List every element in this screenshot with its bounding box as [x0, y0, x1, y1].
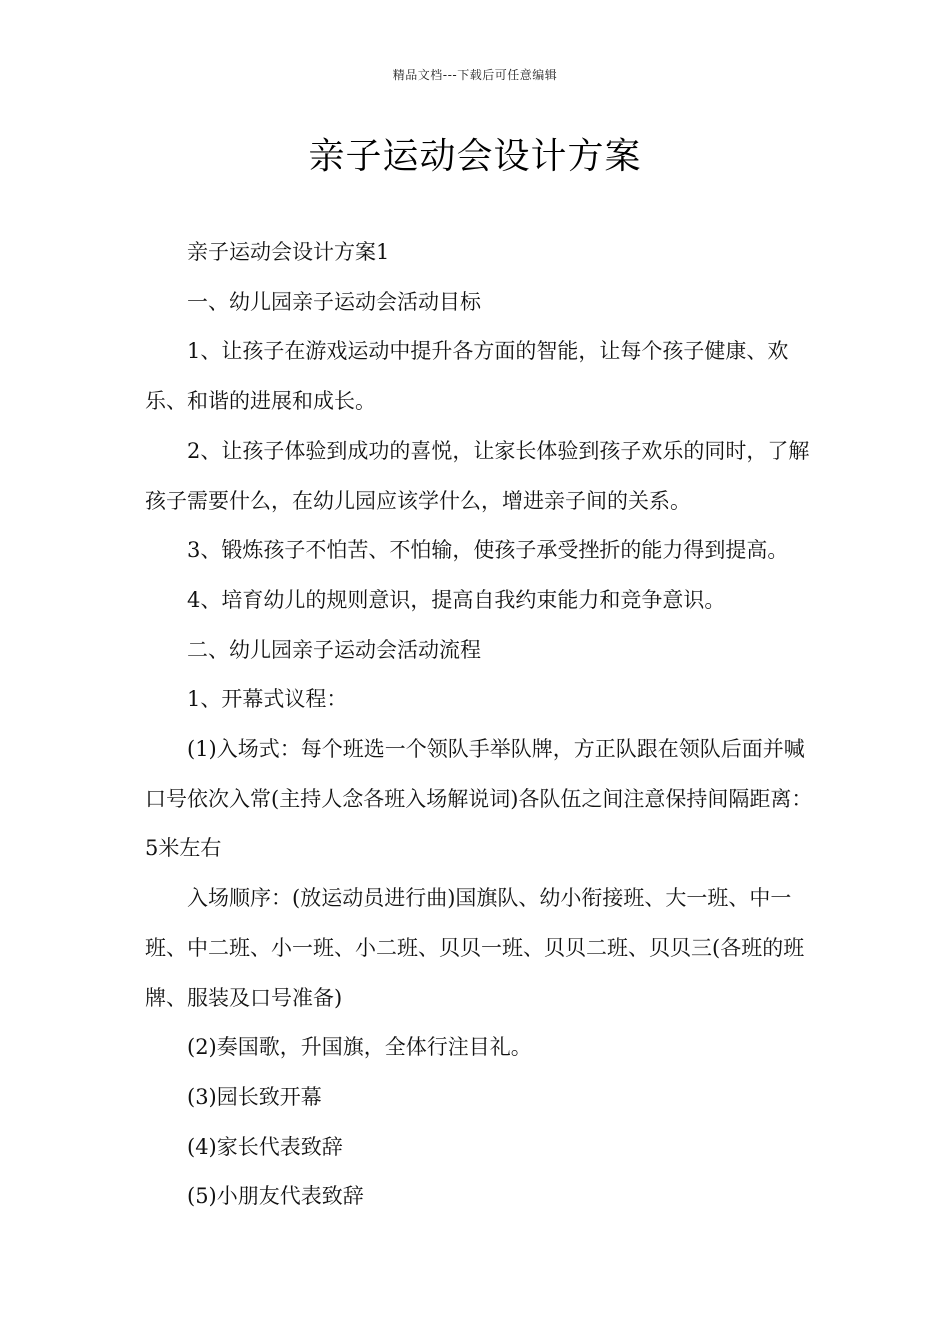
paragraph: 3、锻炼孩子不怕苦、不怕输，使孩子承受挫折的能力得到提高。 [187, 538, 789, 563]
page-header-note: 精品文档---下载后可任意编辑 [392, 68, 558, 82]
paragraph: (3)园长致开幕 [187, 1084, 322, 1109]
section-heading: 一、幼儿园亲子运动会活动目标 [187, 289, 481, 314]
paragraph: (2)奏国歌，升国旗，全体行注目礼。 [187, 1035, 532, 1060]
section-heading: 亲子运动会设计方案1 [187, 240, 390, 264]
document-body [145, 228, 825, 1222]
section-heading: 二、幼儿园亲子运动会活动流程 [187, 637, 481, 662]
paragraph: 入场顺序：(放运动员进行曲)国旗队、幼小衔接班、大一班、中一班、中二班、小一班、小二班、贝贝一班、贝贝二班、贝贝三(各班的班牌、服装及口号准备) [145, 886, 805, 1010]
paragraph: 4、培育幼儿的规则意识，提高自我约束能力和竞争意识。 [187, 587, 726, 612]
paragraph: 2、让孩子体验到成功的喜悦，让家长体验到孩子欢乐的同时，了解孩子需要什么，在幼儿园应该学什么，增进亲子间的关系。 [145, 438, 810, 513]
document-title: 亲子运动会设计方案 [308, 136, 642, 177]
paragraph: 1、开幕式议程： [187, 687, 348, 712]
paragraph: 1、让孩子在游戏运动中提升各方面的智能，让每个孩子健康、欢乐、和谐的进展和成长。 [145, 339, 789, 414]
paragraph: (4)家长代表致辞 [187, 1134, 343, 1159]
paragraph: (5)小朋友代表致辞 [187, 1184, 364, 1209]
paragraph: (1)入场式：每个班选一个领队手举队牌，方正队跟在领队后面并喊口号依次入常(主持人念各班入场解说词)各队伍之间注意保持间隔距离：5米左右 [145, 737, 813, 861]
